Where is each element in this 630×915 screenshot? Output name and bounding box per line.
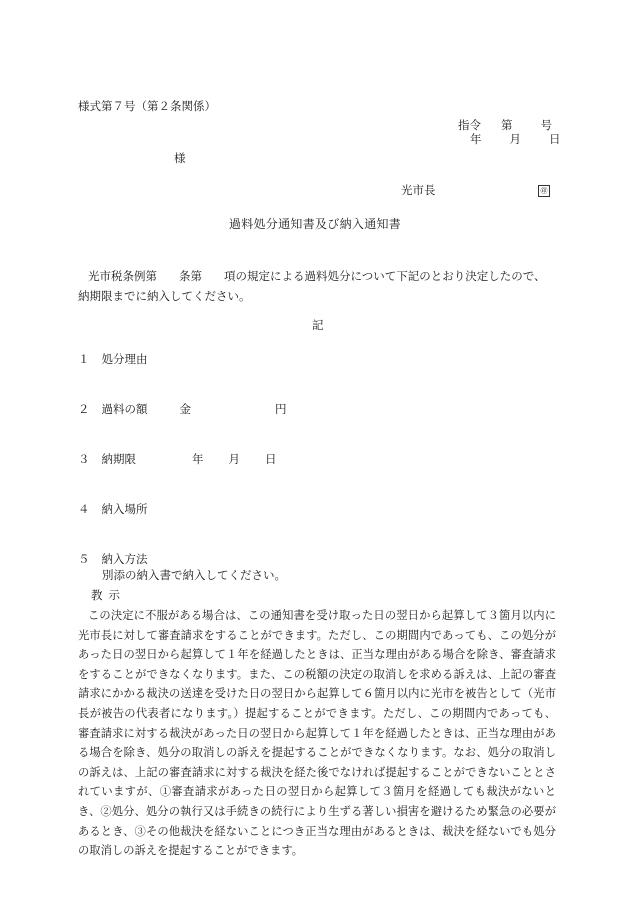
intro-part3: 項の規定による過料処分について下記のとおり決定したので、納期限までに納入してください。 bbox=[78, 269, 546, 303]
reference-dai: 第 bbox=[501, 118, 513, 132]
document-title: 過料処分通知書及び納入通知書 bbox=[228, 217, 402, 231]
deadline-month: 月 bbox=[228, 452, 240, 466]
form-number: 様式第７号（第２条関係） bbox=[78, 99, 216, 113]
item-label: 納入場所 bbox=[101, 502, 148, 516]
item-number: １ bbox=[78, 352, 90, 366]
item-label: 処分理由 bbox=[101, 352, 148, 366]
item-label: 納入方法 bbox=[101, 552, 148, 566]
reference-number-line bbox=[458, 120, 552, 132]
notice-body: この決定に不服がある場合は、この通知書を受け取った日の翌日から起算して３箇月以内に光市長に対して審査請求をすることができます。ただし、この期間内であっても、この処分があった日の翌日から起算して１年を経過したときは、正当な理由がある場合を除き、審査請求をすることができなくなります。また、この税額の決定の取消しを求める訴えは、上記の審査請求にかかる裁決の送達を受けた日の翌日から起算して６箇月以内に光市を被告として（光市長が被告の代表者になります。）提起することができます。ただし、この期間内であっても、審査請求に対する裁決があった日の翌日から起算して１年を経過したときは、正当な理由がある場合を除き、処分の取消しの訴えを提起することができなくなります。なお、処分の取消しの訴えは、上記の審査請求に対する裁決を経た後でなければ提起することができないこととされていますが、①審査請求があった日の翌日から起算して３箇月を経過しても裁決がないとき、②処分、処分の執行又は手続きの続行により生ずる著しい損害を避けるため緊急の必要があるとき、③その他裁決を経ないことにつき正当な理由があるときは、裁決を経ないでも処分の取消しの訴えを提起することができます。 bbox=[78, 609, 556, 858]
seal-mark: ㊞ bbox=[538, 185, 550, 197]
deadline-day: 日 bbox=[265, 452, 277, 466]
item-label: 過料の額 bbox=[101, 402, 148, 416]
payment-method-detail: 別添の納入書で納入してください。 bbox=[102, 568, 286, 582]
addressee-suffix: 様 bbox=[174, 151, 186, 165]
ki-heading: 記 bbox=[312, 318, 324, 332]
item-2 bbox=[78, 404, 287, 416]
amount-yen: 円 bbox=[275, 402, 287, 416]
reference-prefix: 指令 bbox=[458, 118, 481, 132]
item-number: ４ bbox=[78, 502, 90, 516]
item-label: 納期限 bbox=[101, 452, 136, 466]
deadline-year: 年 bbox=[192, 452, 204, 466]
date-month: 月 bbox=[509, 132, 521, 146]
issuer-name: 光市長 bbox=[401, 183, 436, 197]
item-3 bbox=[78, 454, 277, 466]
item-number: ５ bbox=[78, 552, 90, 566]
amount-kin: 金 bbox=[179, 402, 191, 416]
reference-go: 号 bbox=[540, 118, 552, 132]
issue-date-line bbox=[470, 134, 561, 146]
item-4 bbox=[78, 504, 148, 516]
item-number: ２ bbox=[78, 402, 90, 416]
intro-part2: 条第 bbox=[179, 269, 202, 283]
date-year: 年 bbox=[470, 132, 482, 146]
item-1 bbox=[78, 354, 148, 366]
notice-heading: 教示 bbox=[91, 588, 126, 602]
intro-part1: 光市税条例第 bbox=[88, 269, 157, 283]
item-number: ３ bbox=[78, 452, 90, 466]
item-5 bbox=[78, 554, 148, 566]
date-day: 日 bbox=[549, 132, 561, 146]
intro-paragraph bbox=[78, 266, 553, 306]
